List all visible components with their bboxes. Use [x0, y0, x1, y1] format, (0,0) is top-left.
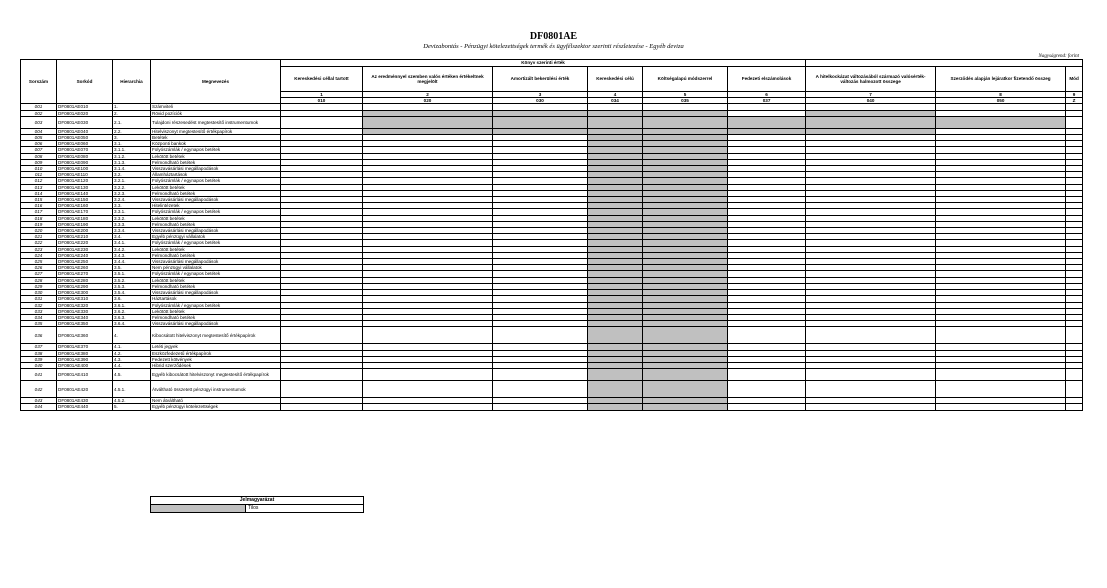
row-sorszam: 042 — [21, 381, 57, 398]
row-hierarchia: 3.2.2. — [113, 184, 151, 190]
forbidden-cell — [643, 404, 728, 410]
row-megnevezes: Hitelviszonyt megtestesítő értékpapírok — [151, 128, 281, 134]
column-number: 5 — [643, 92, 728, 98]
row-sorszam: 004 — [21, 128, 57, 134]
row-megnevezes: Visszavásárlási megállapodások — [151, 197, 281, 203]
row-hierarchia: 4.1. — [113, 344, 151, 350]
row-sorkod: DF0801AE430 — [57, 398, 113, 404]
row-megnevezes: Számviteli — [151, 104, 281, 110]
value-cell[interactable] — [806, 327, 936, 344]
row-sorszam: 018 — [21, 215, 57, 221]
row-megnevezes: Lekötött betétek — [151, 308, 281, 314]
row-sorkod: DF0801AE160 — [57, 203, 113, 209]
row-sorszam: 023 — [21, 246, 57, 252]
row-megnevezes: Lekötött betétek — [151, 215, 281, 221]
row-megnevezes: Folyószámlák / egynapos betétek — [151, 147, 281, 153]
legend-table — [150, 496, 364, 513]
value-cell[interactable] — [806, 369, 936, 381]
forbidden-cell — [493, 116, 588, 128]
row-hierarchia: 3.3.4. — [113, 228, 151, 234]
forbidden-cell — [588, 369, 643, 381]
column-number: 1 — [281, 92, 363, 98]
row-sorszam: 015 — [21, 197, 57, 203]
row-sorszam: 002 — [21, 110, 57, 116]
row-hierarchia: 4.4. — [113, 362, 151, 368]
column-header: A hitelkockázat változásából származó valósérték-változás halmozott összege — [806, 67, 936, 92]
row-sorszam: 034 — [21, 314, 57, 320]
row-hierarchia: 4.2. — [113, 350, 151, 356]
row-hierarchia: 3.4.2. — [113, 246, 151, 252]
value-cell[interactable] — [281, 327, 363, 344]
row-sorszam: 033 — [21, 308, 57, 314]
row-megnevezes: Felmondható betétek — [151, 159, 281, 165]
forbidden-cell — [588, 404, 643, 410]
table-row — [21, 369, 1083, 381]
row-megnevezes: Lekötött betétek — [151, 277, 281, 283]
row-hierarchia: 3.6.4. — [113, 321, 151, 327]
row-megnevezes: Egyéb pénzügyi kötelezettségek — [151, 404, 281, 410]
row-hierarchia: 3.6.2. — [113, 308, 151, 314]
row-sorszam: 037 — [21, 344, 57, 350]
form-title: DF0801AE — [529, 31, 578, 42]
row-sorszam: 026 — [21, 265, 57, 271]
row-hierarchia: 2. — [113, 110, 151, 116]
row-sorszam: 007 — [21, 147, 57, 153]
row-sorkod: DF0801AE080 — [57, 153, 113, 159]
row-hierarchia: 3.3. — [113, 203, 151, 209]
row-sorkod: DF0801AE210 — [57, 234, 113, 240]
value-cell[interactable] — [363, 381, 493, 398]
row-sorkod: DF0801AE120 — [57, 178, 113, 184]
row-sorkod: DF0801AE320 — [57, 302, 113, 308]
row-megnevezes: Folyószámlák / egynapos betétek — [151, 302, 281, 308]
row-sorkod: DF0801AE370 — [57, 344, 113, 350]
row-sorkod: DF0801AE280 — [57, 277, 113, 283]
row-megnevezes: Központi bankok — [151, 141, 281, 147]
column-code: Z — [1066, 98, 1083, 104]
column-header: Mód — [1066, 67, 1083, 92]
row-sorkod: DF0801AE180 — [57, 215, 113, 221]
value-cell[interactable] — [936, 369, 1066, 381]
forbidden-cell — [588, 116, 643, 128]
mod-cell[interactable] — [1066, 404, 1083, 410]
row-megnevezes: Lekötött betétek — [151, 184, 281, 190]
forbidden-cell — [643, 327, 728, 344]
row-sorkod: DF0801AE130 — [57, 184, 113, 190]
value-cell[interactable] — [281, 369, 363, 381]
row-sorszam: 030 — [21, 290, 57, 296]
row-hierarchia: 5. — [113, 404, 151, 410]
row-hierarchia: 3.4.4. — [113, 259, 151, 265]
row-hierarchia: 3.3.2. — [113, 215, 151, 221]
legend-swatch — [151, 505, 246, 513]
row-sorkod: DF0801AE100 — [57, 166, 113, 172]
row-hierarchia: 3. — [113, 135, 151, 141]
row-megnevezes: Felmondható betétek — [151, 314, 281, 320]
row-sorszam: 011 — [21, 172, 57, 178]
row-sorszam: 027 — [21, 271, 57, 277]
row-hierarchia: 3.4. — [113, 234, 151, 240]
row-sorkod: DF0801AE110 — [57, 172, 113, 178]
column-code: 037 — [728, 98, 806, 104]
table-row — [21, 327, 1083, 344]
row-hierarchia: 3.5. — [113, 265, 151, 271]
row-hierarchia: 3.5.1. — [113, 271, 151, 277]
value-cell[interactable] — [806, 381, 936, 398]
row-hierarchia: 3.4.3. — [113, 252, 151, 258]
column-number: 9 — [1066, 92, 1083, 98]
row-hierarchia: 2.1. — [113, 116, 151, 128]
row-sorkod: DF0801AE290 — [57, 283, 113, 289]
row-sorkod: DF0801AE230 — [57, 246, 113, 252]
row-sorszam: 044 — [21, 404, 57, 410]
row-sorszam: 016 — [21, 203, 57, 209]
row-megnevezes: Folyószámlák / egynapos betétek — [151, 178, 281, 184]
row-sorkod: DF0801AE260 — [57, 265, 113, 271]
column-number: 4 — [588, 92, 643, 98]
row-megnevezes: Nem átváltható — [151, 398, 281, 404]
table-row — [21, 116, 1083, 128]
row-sorkod: DF0801AE140 — [57, 190, 113, 196]
column-header: Kereskedési céllal tartott — [281, 67, 363, 92]
forbidden-cell — [936, 116, 1066, 128]
mod-cell[interactable] — [1066, 369, 1083, 381]
row-sorszam: 008 — [21, 153, 57, 159]
row-sorkod: DF0801AE340 — [57, 314, 113, 320]
row-megnevezes: Letéti jegyek — [151, 344, 281, 350]
row-hierarchia: 3.2.4. — [113, 197, 151, 203]
row-hierarchia: 3.6.3. — [113, 314, 151, 320]
value-cell[interactable] — [936, 327, 1066, 344]
value-cell[interactable] — [363, 327, 493, 344]
row-megnevezes: Visszavásárlási megállapodások — [151, 290, 281, 296]
row-sorkod: DF0801AE070 — [57, 147, 113, 153]
legend-title: Jelmagyarázat — [151, 497, 364, 505]
row-sorszam: 038 — [21, 350, 57, 356]
row-sorszam: 043 — [21, 398, 57, 404]
row-megnevezes: Felmondható betétek — [151, 252, 281, 258]
mod-cell[interactable] — [1066, 116, 1083, 128]
row-sorkod: DF0801AE250 — [57, 259, 113, 265]
value-cell[interactable] — [493, 404, 588, 410]
header-sorszam: Sorszám — [21, 60, 57, 104]
column-header: Fedezeti elszámolások — [728, 67, 806, 92]
row-megnevezes: Visszavásárlási megállapodások — [151, 166, 281, 172]
row-megnevezes: Tulajdoni részesedést megtestesítő instrumentumok — [151, 116, 281, 128]
row-sorkod: DF0801AE090 — [57, 159, 113, 165]
data-table — [20, 59, 1083, 411]
row-sorkod: DF0801AE040 — [57, 128, 113, 134]
row-sorkod: DF0801AE410 — [57, 369, 113, 381]
row-hierarchia: 3.1.2. — [113, 153, 151, 159]
row-megnevezes: Egyéb kibocsátott hitelviszonyt megtestesítő értékpapírok — [151, 369, 281, 381]
value-cell[interactable] — [281, 381, 363, 398]
row-megnevezes: Fedezett kötvények — [151, 356, 281, 362]
row-sorkod: DF0801AE350 — [57, 321, 113, 327]
row-sorszam: 024 — [21, 252, 57, 258]
column-number: 6 — [728, 92, 806, 98]
column-code: 035 — [643, 98, 728, 104]
value-cell[interactable] — [936, 381, 1066, 398]
row-megnevezes: Egyéb pénzügyi vállalatok — [151, 234, 281, 240]
row-hierarchia: 4.5.2. — [113, 398, 151, 404]
row-sorkod: DF0801AE270 — [57, 271, 113, 277]
row-megnevezes: Folyószámlák / egynapos betétek — [151, 240, 281, 246]
column-code: 040 — [806, 98, 936, 104]
forbidden-cell — [728, 116, 806, 128]
row-megnevezes: Rövid pozíciók — [151, 110, 281, 116]
row-megnevezes: Felmondható betétek — [151, 283, 281, 289]
value-cell[interactable] — [493, 381, 588, 398]
row-hierarchia: 3.5.3. — [113, 283, 151, 289]
row-hierarchia: 3.3.1. — [113, 209, 151, 215]
value-cell[interactable] — [363, 404, 493, 410]
row-sorszam: 040 — [21, 362, 57, 368]
row-hierarchia: 3.3.3. — [113, 221, 151, 227]
mod-cell[interactable] — [1066, 381, 1083, 398]
row-hierarchia: 3.5.4. — [113, 290, 151, 296]
row-megnevezes: Felmondható betétek — [151, 190, 281, 196]
column-header: Amortizált bekerülési érték — [493, 67, 588, 92]
row-sorszam: 001 — [21, 104, 57, 110]
row-hierarchia: 3.5.2. — [113, 277, 151, 283]
row-sorszam: 020 — [21, 228, 57, 234]
row-hierarchia: 2.2. — [113, 128, 151, 134]
row-hierarchia: 4.3. — [113, 356, 151, 362]
row-megnevezes: Hitelintézetek — [151, 203, 281, 209]
column-number: 8 — [936, 92, 1066, 98]
row-hierarchia: 1. — [113, 104, 151, 110]
row-sorszam: 036 — [21, 327, 57, 344]
value-cell[interactable] — [936, 404, 1066, 410]
row-sorkod: DF0801AE360 — [57, 327, 113, 344]
row-hierarchia: 3.1. — [113, 141, 151, 147]
row-sorkod: DF0801AE020 — [57, 110, 113, 116]
column-code: 034 — [588, 98, 643, 104]
value-cell[interactable] — [493, 369, 588, 381]
row-sorszam: 021 — [21, 234, 57, 240]
row-sorkod: DF0801AE390 — [57, 356, 113, 362]
column-number: 2 — [363, 92, 493, 98]
forbidden-cell — [363, 116, 493, 128]
row-megnevezes: Visszavásárlási megállapodások — [151, 259, 281, 265]
row-megnevezes: Lekötött betétek — [151, 246, 281, 252]
column-header: Szerződés alapján lejáratkor fizetendő összeg — [936, 67, 1066, 92]
row-sorszam: 003 — [21, 116, 57, 128]
forbidden-cell — [643, 369, 728, 381]
row-megnevezes: Hibrid szerződések — [151, 362, 281, 368]
row-sorkod: DF0801AE010 — [57, 104, 113, 110]
row-megnevezes: Háztartások — [151, 296, 281, 302]
row-hierarchia: 3.2. — [113, 172, 151, 178]
header-row-group — [21, 60, 1083, 67]
value-cell[interactable] — [728, 327, 806, 344]
row-sorkod: DF0801AE150 — [57, 197, 113, 203]
row-sorkod: DF0801AE420 — [57, 381, 113, 398]
row-sorkod: DF0801AE200 — [57, 228, 113, 234]
row-hierarchia: 3.2.1. — [113, 178, 151, 184]
row-hierarchia: 3.4.1. — [113, 240, 151, 246]
row-sorkod: DF0801AE330 — [57, 308, 113, 314]
column-code: 030 — [493, 98, 588, 104]
row-sorszam: 022 — [21, 240, 57, 246]
row-sorszam: 041 — [21, 369, 57, 381]
column-code: 050 — [936, 98, 1066, 104]
value-cell[interactable] — [363, 369, 493, 381]
row-sorkod: DF0801AE030 — [57, 116, 113, 128]
header-group: Könyv szerinti érték — [281, 60, 806, 67]
forbidden-cell — [806, 116, 936, 128]
row-sorkod: DF0801AE300 — [57, 290, 113, 296]
row-megnevezes: Lekötött betétek — [151, 153, 281, 159]
row-sorszam: 019 — [21, 221, 57, 227]
row-hierarchia: 3.1.4. — [113, 166, 151, 172]
row-sorszam: 035 — [21, 321, 57, 327]
row-megnevezes: Nem pénzügyi vállalatok — [151, 265, 281, 271]
column-number: 7 — [806, 92, 936, 98]
row-hierarchia: 4.5.1. — [113, 381, 151, 398]
column-code: 010 — [281, 98, 363, 104]
legend-item-label: Tilos — [246, 505, 364, 513]
row-sorszam: 012 — [21, 178, 57, 184]
row-sorkod: DF0801AE060 — [57, 141, 113, 147]
row-sorkod: DF0801AE440 — [57, 404, 113, 410]
row-sorszam: 017 — [21, 209, 57, 215]
form-subtitle: Devizabontás - Pénzügyi kötelezettségek termék és ügyfélszektor szerinti részletezése - Egyéb deviza — [423, 43, 684, 50]
unit-label: Nagyságrend: forint — [1038, 54, 1079, 59]
value-cell[interactable] — [281, 404, 363, 410]
row-sorkod: DF0801AE400 — [57, 362, 113, 368]
forbidden-cell — [643, 381, 728, 398]
header-group-blank — [806, 60, 1083, 67]
row-sorszam: 028 — [21, 277, 57, 283]
row-hierarchia: 4. — [113, 327, 151, 344]
row-sorszam: 005 — [21, 135, 57, 141]
value-cell[interactable] — [806, 404, 936, 410]
column-header: Költségalapú módszerrel — [643, 67, 728, 92]
row-hierarchia: 3.1.3. — [113, 159, 151, 165]
value-cell[interactable] — [728, 381, 806, 398]
row-hierarchia: 3.6. — [113, 296, 151, 302]
row-megnevezes: Átváltható összetett pénzügyi instrumentumok — [151, 381, 281, 398]
table-row — [21, 404, 1083, 410]
row-megnevezes: Folyószámlák / egynapos betétek — [151, 271, 281, 277]
row-sorkod: DF0801AE240 — [57, 252, 113, 258]
row-sorkod: DF0801AE170 — [57, 209, 113, 215]
row-hierarchia: 3.1.1. — [113, 147, 151, 153]
row-sorszam: 029 — [21, 283, 57, 289]
value-cell[interactable] — [493, 327, 588, 344]
row-megnevezes: Folyószámlák / egynapos betétek — [151, 209, 281, 215]
column-code: 020 — [363, 98, 493, 104]
row-megnevezes: Visszavásárlási megállapodások — [151, 228, 281, 234]
row-hierarchia: 3.2.3. — [113, 190, 151, 196]
row-megnevezes: Államháztartások — [151, 172, 281, 178]
row-sorszam: 009 — [21, 159, 57, 165]
row-sorkod: DF0801AE050 — [57, 135, 113, 141]
value-cell[interactable] — [728, 404, 806, 410]
row-sorszam: 025 — [21, 259, 57, 265]
header-megnevezes: Megnevezés — [151, 60, 281, 104]
column-header: Kereskedési célú — [588, 67, 643, 92]
row-megnevezes: Betétek — [151, 135, 281, 141]
row-megnevezes: Felmondható betétek — [151, 221, 281, 227]
header-sorkod: Sorkód — [57, 60, 113, 104]
value-cell[interactable] — [281, 116, 363, 128]
row-megnevezes: Kibocsátott hitelviszonyt megtestesítő értékpapírok — [151, 327, 281, 344]
column-number: 3 — [493, 92, 588, 98]
header-hierarchia: Hierarchia — [113, 60, 151, 104]
value-cell[interactable] — [728, 369, 806, 381]
row-sorszam: 031 — [21, 296, 57, 302]
forbidden-cell — [643, 116, 728, 128]
row-sorkod: DF0801AE310 — [57, 296, 113, 302]
row-hierarchia: 4.5. — [113, 369, 151, 381]
row-sorszam: 010 — [21, 166, 57, 172]
row-sorszam: 039 — [21, 356, 57, 362]
row-sorszam: 014 — [21, 190, 57, 196]
row-megnevezes: Visszavásárlási megállapodások — [151, 321, 281, 327]
row-sorkod: DF0801AE220 — [57, 240, 113, 246]
table-row — [21, 381, 1083, 398]
forbidden-cell — [588, 327, 643, 344]
mod-cell[interactable] — [1066, 327, 1083, 344]
column-header: Az eredménnyel szemben valós értéken értékeltnek megjelölt — [363, 67, 493, 92]
row-sorkod: DF0801AE380 — [57, 350, 113, 356]
forbidden-cell — [588, 381, 643, 398]
row-sorszam: 006 — [21, 141, 57, 147]
row-sorkod: DF0801AE190 — [57, 221, 113, 227]
row-sorszam: 013 — [21, 184, 57, 190]
row-sorszam: 032 — [21, 302, 57, 308]
row-hierarchia: 3.6.1. — [113, 302, 151, 308]
row-megnevezes: Eszközfedezetű értékpapírok — [151, 350, 281, 356]
